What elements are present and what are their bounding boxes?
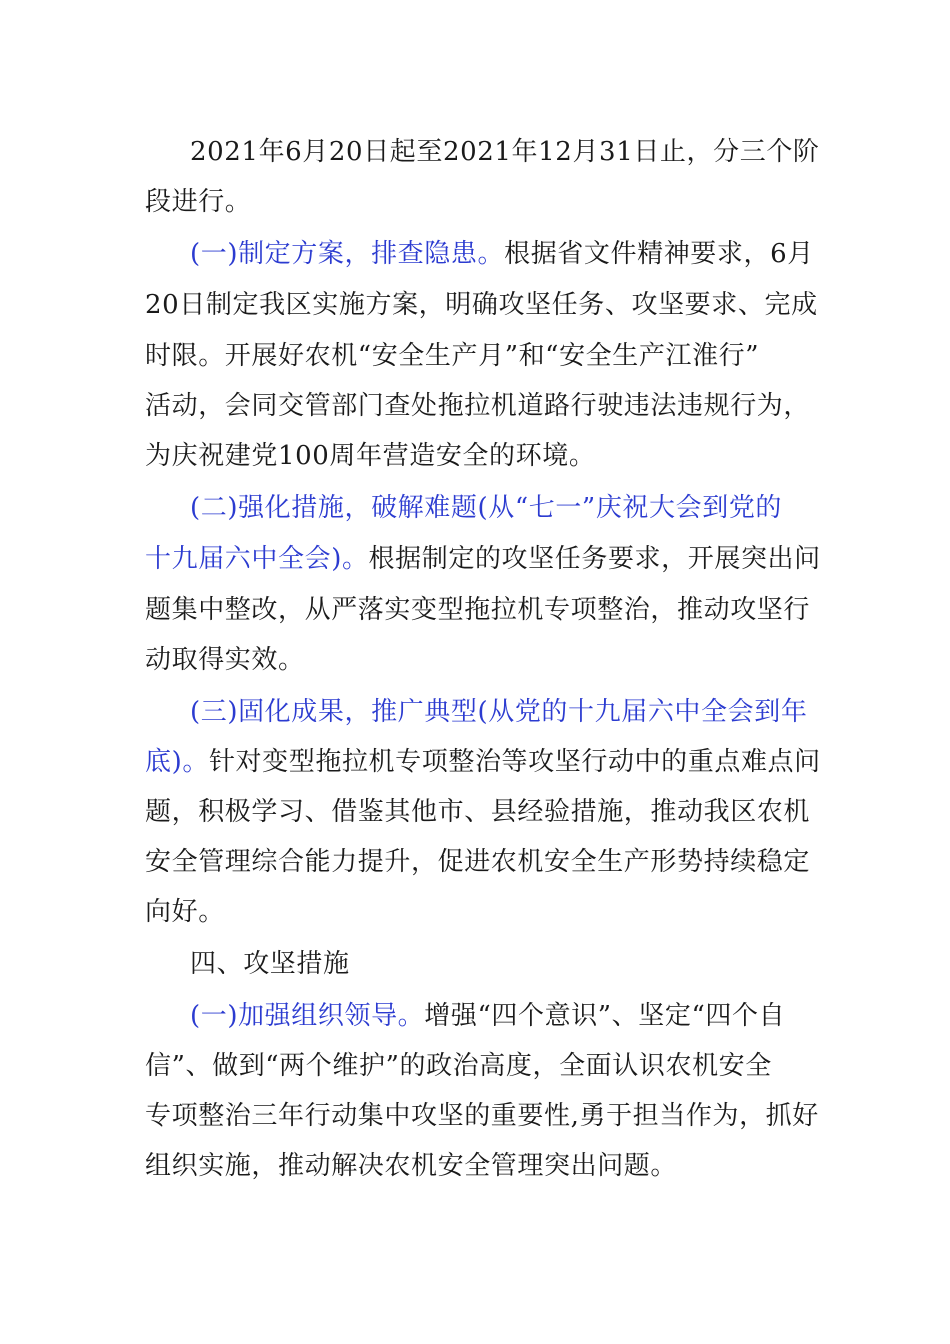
- body-text: 针对变型拖拉机专项整治等攻坚行动中的重点难点问: [208, 747, 821, 777]
- paragraph-line: [145, 892, 805, 932]
- body-text: 组织实施，推动解决农机安全管理突出问题。: [145, 1151, 678, 1181]
- body-text: 根据制定的攻坚任务要求，开展突出问: [368, 544, 821, 574]
- paragraph-line: [190, 488, 850, 528]
- section-heading: 十九届六中全会)。: [145, 544, 369, 574]
- body-text: 动取得实效。: [145, 645, 305, 675]
- paragraph-line: [145, 590, 811, 630]
- body-text: 题，积极学习、借鉴其他市、县经验措施，推动我区农机: [145, 797, 811, 827]
- paragraph-line: [145, 1046, 805, 1086]
- section-heading: (三)固化成果，推广典型(从党的十九届六中全会到年: [190, 697, 808, 727]
- body-text: 活动，会同交管部门查处拖拉机道路行驶违法违规行为，: [145, 391, 811, 421]
- body-text: 段进行。: [145, 187, 252, 217]
- paragraph-line: [190, 234, 850, 274]
- section-heading: (一)制定方案，排查隐患。: [190, 239, 505, 269]
- paragraph-line: [145, 336, 805, 376]
- section-heading: 底)。: [145, 747, 209, 777]
- section-heading: (二)强化措施，破解难题(从“七一”庆祝大会到党的: [190, 493, 783, 523]
- body-text: 增强“四个意识”、坚定“四个自: [424, 1001, 786, 1031]
- paragraph-line: [145, 640, 805, 680]
- body-text: 题集中整改，从严落实变型拖拉机专项整治，推动攻坚行: [145, 595, 811, 625]
- body-text: 20日制定我区实施方案，明确攻坚任务、攻坚要求、完成: [145, 290, 818, 320]
- paragraph-line: [190, 692, 850, 732]
- body-text: 为庆祝建党100周年营造安全的环境。: [145, 441, 596, 471]
- paragraph-line: [145, 1146, 805, 1186]
- body-text: 信”、做到“两个维护”的政治高度，全面认识农机安全: [145, 1051, 772, 1081]
- paragraph-line: [145, 386, 811, 426]
- paragraph-line: [145, 436, 805, 476]
- body-text: 2021年6月20日起至2021年12月31日止，分三个阶: [190, 137, 820, 167]
- body-text: 安全管理综合能力提升，促进农机安全生产形势持续稳定: [145, 847, 811, 877]
- paragraph-line: [145, 285, 818, 325]
- paragraph-line: [145, 539, 821, 579]
- paragraph-line: [145, 182, 805, 222]
- paragraph-line: [145, 842, 811, 882]
- paragraph-line: [190, 132, 850, 172]
- body-text: 专项整治三年行动集中攻坚的重要性,勇于担当作为，抓好: [145, 1101, 819, 1131]
- section-title-text: 四、攻坚措施: [190, 949, 350, 979]
- paragraph-line: [145, 1096, 819, 1136]
- body-text: 向好。: [145, 897, 225, 927]
- body-text: 根据省文件精神要求，6月: [504, 239, 814, 269]
- section-title: [190, 944, 850, 984]
- section-heading: (一)加强组织领导。: [190, 1001, 425, 1031]
- paragraph-line: [190, 996, 850, 1036]
- paragraph-line: [145, 742, 821, 782]
- paragraph-line: [145, 792, 811, 832]
- body-text: 时限。开展好农机“安全生产月”和“安全生产江淮行”: [145, 341, 760, 371]
